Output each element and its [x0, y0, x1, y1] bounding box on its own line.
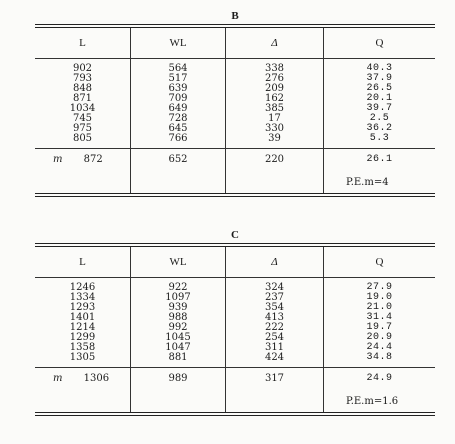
table-cell: 766 [168, 133, 188, 144]
column-delta [225, 59, 323, 148]
table-cell: 1034 [69, 103, 96, 114]
column-wl [130, 278, 225, 367]
pe-row [35, 173, 435, 193]
table-cell: 793 [72, 73, 93, 84]
table-cell: 36.2 [366, 123, 393, 134]
table-c [35, 227, 435, 416]
table-cell: 254 [264, 332, 285, 343]
table-cell: 162 [264, 93, 285, 104]
table-cell: 20.1 [366, 93, 393, 104]
table-cell: 1401 [69, 312, 96, 323]
mean-l: 1306 [83, 373, 110, 384]
table-cell: 517 [168, 73, 188, 84]
header-l: L [79, 37, 86, 49]
table-cell: 276 [264, 73, 285, 84]
table-cell: 1334 [69, 292, 96, 303]
table-cell: 19.7 [366, 322, 393, 333]
probable-error: P.E.m=4 [323, 173, 435, 193]
table-cell: 1047 [165, 342, 191, 353]
header-q: Q [323, 247, 435, 277]
pe-row [35, 392, 435, 412]
table-cell: 805 [72, 133, 93, 144]
header-delta: Δ [225, 28, 323, 58]
table-cell: 709 [168, 93, 188, 104]
table-cell: 2.5 [369, 113, 390, 124]
table-cell: 1358 [69, 342, 96, 353]
table-cell: 881 [168, 352, 188, 363]
table-cell: 37.9 [366, 73, 393, 84]
table-cell: 19.0 [366, 292, 393, 303]
table-cell: 34.8 [366, 352, 393, 363]
table-cell: 385 [264, 103, 285, 114]
probable-error: P.E.m=1.6 [323, 392, 435, 412]
table-cell: 26.5 [366, 83, 393, 94]
table-cell: 745 [72, 113, 93, 124]
table-cell: 424 [264, 352, 285, 363]
table-cell: 330 [264, 123, 285, 134]
table-cell: 20.9 [366, 332, 393, 343]
table-cell: 31.4 [366, 312, 393, 323]
table-cell: 209 [264, 83, 285, 94]
header-row [35, 247, 435, 277]
mean-wl: 989 [130, 368, 225, 392]
mean-label: m [53, 154, 63, 165]
table-cell: 324 [264, 282, 285, 293]
column-wl [130, 59, 225, 148]
header-q: Q [323, 28, 435, 58]
table-cell: 848 [72, 83, 93, 94]
table-cell: 1299 [69, 332, 96, 343]
mean-row [35, 149, 435, 173]
header-l: L [79, 256, 86, 268]
table-cell: 728 [168, 113, 188, 124]
table-cell: 354 [264, 302, 285, 313]
mean-label: m [53, 373, 63, 384]
table-cell: 237 [264, 292, 285, 303]
table-cell: 1246 [69, 282, 96, 293]
table-cell: 988 [168, 312, 188, 323]
table-cell: 1293 [69, 302, 96, 313]
table-cell: 222 [264, 322, 285, 333]
header-wl: WL [130, 28, 225, 58]
table-cell: 39 [268, 133, 281, 144]
table-cell: 564 [168, 63, 188, 74]
table-b [35, 8, 435, 197]
bottom-rule [35, 412, 435, 416]
table-cell: 24.4 [366, 342, 393, 353]
table-cell: 645 [168, 123, 188, 134]
table-cell: 311 [264, 342, 285, 353]
table-cell: 1305 [69, 352, 96, 363]
table-cell: 413 [264, 312, 285, 323]
column-delta [225, 278, 323, 367]
header-wl: WL [130, 247, 225, 277]
column-l [35, 278, 130, 367]
mean-wl: 652 [130, 149, 225, 173]
bottom-rule [35, 193, 435, 197]
table-cell: 1097 [165, 292, 191, 303]
mean-q: 26.1 [323, 149, 435, 173]
mean-row [35, 368, 435, 392]
table-cell: 939 [168, 302, 188, 313]
column-q [323, 278, 435, 367]
column-l [35, 59, 130, 148]
mean-delta: 220 [225, 149, 323, 173]
table-cell: 338 [264, 63, 285, 74]
table-cell: 639 [168, 83, 188, 94]
mean-l: 872 [83, 154, 103, 165]
header-delta: Δ [225, 247, 323, 277]
table-cell: 649 [168, 103, 188, 114]
data-rows [35, 278, 435, 367]
table-caption: C [231, 229, 239, 241]
mean-q: 24.9 [323, 368, 435, 392]
table-cell: 871 [72, 93, 93, 104]
table-cell: 1045 [165, 332, 191, 343]
table-cell: 21.0 [366, 302, 393, 313]
table-cell: 992 [168, 322, 188, 333]
table-cell: 39.7 [366, 103, 393, 114]
table-cell: 902 [72, 63, 93, 74]
data-rows [35, 59, 435, 148]
table-cell: 922 [168, 282, 188, 293]
table-cell: 5.3 [369, 133, 390, 144]
table-cell: 1214 [69, 322, 96, 333]
mean-delta: 317 [225, 368, 323, 392]
table-cell: 975 [72, 123, 93, 134]
table-caption: B [231, 10, 239, 22]
column-q [323, 59, 435, 148]
table-cell: 17 [268, 113, 281, 124]
table-cell: 27.9 [366, 282, 393, 293]
header-row [35, 28, 435, 58]
table-cell: 40.3 [366, 63, 393, 74]
